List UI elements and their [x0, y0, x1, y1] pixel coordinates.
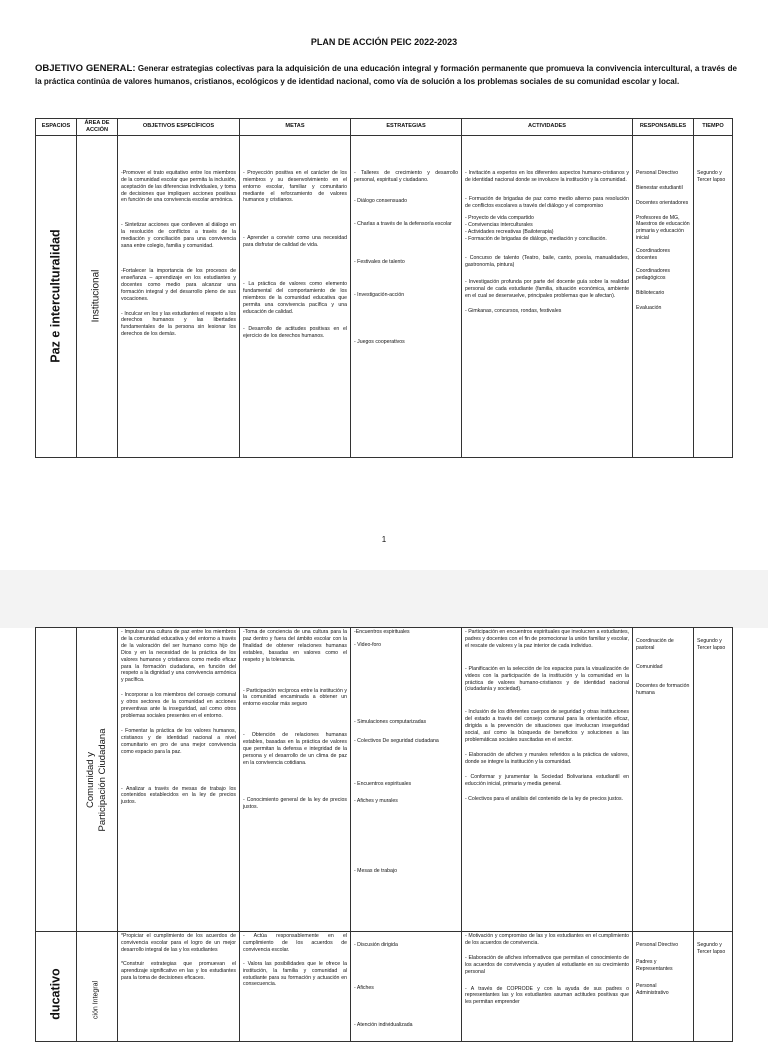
- actividad-item: - Actividades recreativas (Bailoterapia): [465, 229, 554, 236]
- header-actividades: ACTIVIDADES: [462, 119, 633, 136]
- estrategia-item: - Talleres de crecimiento y desarrollo personal, espiritual y ciudadano.: [354, 169, 458, 183]
- responsable-item: Personal Directivo: [636, 942, 679, 948]
- estrategia-item: - Investigación-acción: [354, 292, 405, 299]
- area-cell: [77, 932, 118, 1042]
- header-responsables: RESPONSABLES: [633, 119, 694, 136]
- meta-item: -Toma de conciencia de una cultura para la paz dentro y fuera del ámbito escolar con la finalidad de obtener relaciones humanas estables, basadas en valores como el respeto y la tolerancia.: [243, 629, 347, 663]
- responsable-item: Personal Directivo: [636, 169, 679, 176]
- objetivo-item: *Construir estrategias que promuevan el aprendizaje significativo en las y los estudiantes para la toma de decisiones eficaces.: [121, 960, 236, 981]
- estrategia-item: - Atención individualizada: [354, 1021, 413, 1028]
- responsable-item: Personal Administrativo: [636, 982, 669, 996]
- meta-item: - Participación recíproca entre la institución y la comunidad encaminada a obtener un entorno escolar más seguro: [243, 687, 347, 708]
- actividad-item: - Invitación a expertos en los diferentes aspectos humano-cristianos y de identidad nacional donde se involucre la institución y la comunidad.: [465, 169, 629, 183]
- area-label-line: Comunidad y: [85, 751, 96, 808]
- table-row: [36, 932, 733, 1042]
- objetivo-item: - Impulsar una cultura de paz entre los miembros de la comunidad educativa y del entorno a través de la valoración del ser humano como hijo de Dios y en la necesidad de la práctica de los valores humanos y cristianos como medio eficaz para la formación ciudadana, en función del respeto a la dignidad y una convivencia armónica y pacífica.: [121, 629, 236, 684]
- estrategia-item: -Encuentros espirituales: [354, 629, 410, 635]
- objetivos-cell: [118, 628, 240, 932]
- table-row: [36, 135, 733, 457]
- responsable-item: Docentes de formación humana: [636, 682, 690, 696]
- plan-table-page-2: [35, 627, 733, 1042]
- area-label: [85, 728, 109, 831]
- meta-item: - Proyección positiva en el carácter de los miembros y su desenvolvimiento en el entorno escolar, familiar y comunitario mediante el reforzamiento de valores humanos y cristianos.: [243, 169, 347, 204]
- actividad-item: - Planificación en la selección de los espacios para la visualización de videos con la participación de la institución y la comunidad en la práctica de valores humano-cristianos y de identidad nacional (ciudadanía y sociedad).: [465, 665, 629, 693]
- metas-cell: [240, 932, 351, 1042]
- meta-item: - Desarrollo de actitudes positivas en el ejercicio de los derechos humanos.: [243, 325, 347, 339]
- area-label-line: Participación Ciudadana: [97, 728, 108, 831]
- actividad-item: - Motivación y compromiso de las y los estudiantes en el cumplimiento de los acuerdos de convivencia.: [465, 933, 629, 946]
- estrategias-cell: [351, 628, 462, 932]
- document-title: PLAN DE ACCIÓN PEIC 2022-2023: [310, 37, 458, 47]
- actividad-item: - Investigación profunda por parte del docente guía sobre la realidad personal de cada estudiante (familia, situación económica, ambiente en el cual se desenvuelve, principales problemas que le afectan).: [465, 278, 629, 299]
- actividad-item: - Colectivos para el análisis del contenido de la ley de precios justos.: [465, 795, 624, 802]
- estrategia-item: - Colectivos De seguridad ciudadana: [354, 737, 439, 744]
- responsables-cell: [633, 628, 694, 932]
- actividades-cell: [462, 135, 633, 457]
- tiempo-cell: [694, 135, 733, 457]
- objetivos-cell: [118, 135, 240, 457]
- espacio-cell: [36, 628, 77, 932]
- responsable-item: Bibliotecario: [636, 289, 665, 296]
- actividad-item: - Formación de brigadas de diálogo, mediación y conciliación.: [465, 236, 607, 243]
- actividad-item: - Inclusión de los diferentes cuerpos de seguridad y otras instituciones del estado a través del consejo comunal para la orientación eficaz, dirigida a la prevención de situaciones que involucran inseguridad social, así como la búsqueda de beneficios y soluciones a las problemáticas sociales suscitadas en el sector.: [465, 709, 629, 743]
- estrategias-cell: [351, 135, 462, 457]
- estrategia-item: - Encuentros espirituales: [354, 780, 412, 787]
- actividad-item: - Elaboración de afiches y murales referidos a la práctica de valores, donde se integre la institución y la comunidad.: [465, 751, 629, 765]
- objetivos-cell: [118, 932, 240, 1042]
- responsable-item: Docentes orientadores: [636, 199, 689, 206]
- metas-cell: [240, 135, 351, 457]
- objetivo-item: - Sintetizar acciones que conlleven al diálogo en la resolución de conflictos a través de la mediación y conciliación para una convivencia sana entre colegio, familia y comunidad.: [121, 222, 236, 250]
- espacio-cell: [36, 932, 77, 1042]
- responsables-cell: [633, 932, 694, 1042]
- actividad-item: - Elaboración de afiches informativos que permitan el conocimiento de los acuerdos de convivencia y ayuden al estudiante en su crecimiento personal: [465, 954, 629, 975]
- actividad-item: - Formación de brigadas de paz como medio alterno para resolución de conflictos escolares a través del diálogo y el compromiso: [465, 195, 629, 209]
- estrategia-item: - Simulaciones computarizadas: [354, 718, 427, 725]
- estrategia-item: - Discusión dirigida: [354, 942, 398, 948]
- actividad-item: - Participación en encuentros espirituales que involucren a estudiantes, padres y docentes con el fin de promocionar la unión familiar y escolar, el rescate de valores y la paz interior de cada individuo.: [465, 629, 629, 649]
- page-number: 1: [381, 535, 387, 544]
- meta-item: - Actúa responsablemente en el cumplimiento de los acuerdos de convivencia escolar.: [243, 933, 347, 953]
- responsable-item: Comunidad: [636, 663, 663, 670]
- area-cell: [77, 628, 118, 932]
- header-estrategias: ESTRATEGIAS: [351, 119, 462, 136]
- estrategia-item: - Mesas de trabajo: [354, 868, 397, 875]
- objetivo-item: - Incorporar a los miembros del consejo comunal y otros sectores de la comunidad en acciones preventivas ante la inseguridad, así como otros problemas sociales presentes en el entorno.: [121, 692, 236, 719]
- page-gap: [0, 570, 768, 628]
- actividades-cell: [462, 628, 633, 932]
- header-objetivos: OBJETIVOS ESPECÍFICOS: [118, 119, 240, 136]
- meta-item: - Aprender a convivir como una necesidad para disfrutar de calidad de vida.: [243, 235, 347, 249]
- estrategia-item: - Juegos cooperativos: [354, 339, 405, 346]
- general-objective-label: OBJETIVO GENERAL:: [35, 63, 136, 74]
- tiempo-cell: [694, 628, 733, 932]
- meta-item: - Obtención de relaciones humanas estables, basadas en la práctica de valores que permitan la defensa e integridad de la persona y el desarrollo de un clima de paz en la convivencia cotidiana.: [243, 732, 347, 766]
- meta-item: - Conocimiento general de la ley de precios justos.: [243, 796, 347, 810]
- tiempo-cell: [694, 932, 733, 1042]
- estrategia-item: - Afiches y murales: [354, 797, 398, 804]
- responsable-item: Padres y Representantes: [636, 958, 673, 972]
- responsable-item: Profesores de MG, Maestros de educación primaria y educación inicial: [636, 214, 690, 242]
- header-metas: METAS: [240, 119, 351, 136]
- objetivo-item: -Promover el trato equitativo entre los miembros de la comunidad escolar que permita la inclusión, aceptación de las diferencias individuales, y toma de decisiones que impliquen acciones positivas en función de una convivencia escolar armónica.: [121, 169, 236, 204]
- tiempo-value: Segundo y Tercer lapso: [697, 169, 726, 183]
- plan-table-page-1: [35, 118, 733, 458]
- tiempo-value: Segundo y Tercer lapso: [697, 638, 726, 651]
- meta-item: - Valora las posibilidades que le ofrece la institución, la familia y comunidad al estudiante para su formación y actuación en consecuencia.: [243, 960, 347, 988]
- espacio-label: Paz e interculturalidad: [48, 229, 63, 363]
- metas-cell: [240, 628, 351, 932]
- estrategia-item: - Afiches: [354, 984, 374, 991]
- espacio-label: ducativo: [48, 968, 63, 1020]
- responsable-item: Coordinación de pastoral: [636, 638, 674, 651]
- general-objective-text: Generar estrategias colectivas para la adquisición de una educación integral y formación permanente que promueva la convivencia intercultural, a través de la práctica continúa de valores humanos, cristianos, ecológicos y de identidad nacional, como vía de solución a los problemas sociales de su comunidad escolar y local.: [35, 64, 737, 86]
- meta-item: - La práctica de valores como elemento fundamental del comportamiento de los miembros de la comunidad educativa que permita una convivencia pacífica y una educación de calidad.: [243, 281, 347, 315]
- actividad-item: - Proyecto de vida compartido: [465, 215, 534, 222]
- header-tiempo: TIEMPO: [694, 119, 733, 136]
- actividades-cell: [462, 932, 633, 1042]
- responsables-cell: [633, 135, 694, 457]
- objetivo-item: *Propiciar el cumplimiento de los acuerdos de convivencia escolar para el logro de un mejor desarrollo integral de las y los estudiantes: [121, 933, 236, 953]
- objetivo-item: - Fomentar la práctica de los valores humanos, cristianos y de identidad nacional a nivel comunitario en pro de una mejor convivencia como espacio para la paz.: [121, 727, 236, 755]
- espacio-cell: [36, 135, 77, 457]
- area-label: ción Integral: [92, 980, 100, 1020]
- objetivo-item: - Inculcar en los y las estudiantes el respeto a los derechos humanos y las libertades fundamentales de la persona sin lesionar los derechos de los demás.: [121, 310, 236, 338]
- actividad-item: - Conformar y juramentar la Sociedad Bolivariana estudiantil en educción inicial, primaria y media general.: [465, 773, 629, 787]
- responsable-item: Evaluación: [636, 304, 662, 311]
- estrategia-item: - Video-foro: [354, 641, 382, 648]
- table-header-row: [36, 119, 733, 136]
- objetivo-item: - Analizar a través de mesas de trabajo los contenidos establecidos en la ley de precios justos.: [121, 785, 236, 806]
- estrategias-cell: [351, 932, 462, 1042]
- estrategia-item: - Charlas a través de la defensoría escolar: [354, 220, 452, 227]
- estrategia-item: - Diálogo consensuado: [354, 197, 408, 204]
- header-espacios: ESPACIOS: [36, 119, 77, 136]
- tiempo-value: Segundo y Tercer lapso: [697, 942, 726, 955]
- actividad-item: - Concurso de talento (Teatro, baile, canto, poesía, manualidades, gastronomía, pintura): [465, 255, 629, 268]
- actividad-item: - Gimkanas, concursos, rondas, festivales: [465, 307, 562, 314]
- actividad-item: - A través de COPRODE y con la ayuda de sus padres o representantes las y los estudiantes asuman actitudes positivas que les permitan emprender: [465, 985, 629, 1006]
- actividad-item: - Convivencias interculturales: [465, 222, 533, 229]
- area-label: Institucional: [90, 269, 102, 323]
- area-cell: [77, 135, 118, 457]
- responsable-item: Bienestar estudiantil: [636, 184, 683, 191]
- responsable-item: Coordinadores docentes: [636, 248, 671, 262]
- table-row: [36, 628, 733, 932]
- general-objective: [35, 62, 737, 88]
- estrategia-item: - Festivales de talento: [354, 259, 405, 266]
- responsable-item: Coordinadores pedagógicos: [636, 267, 671, 281]
- header-area: ÁREA DE ACCIÓN: [77, 119, 118, 136]
- objetivo-item: -Fortalecer la importancia de los procesos de enseñanza – aprendizaje en los estudiantes y docentes como medio para alcanzar una formación integral y del desarrollo pleno de sus vocaciones.: [121, 267, 236, 302]
